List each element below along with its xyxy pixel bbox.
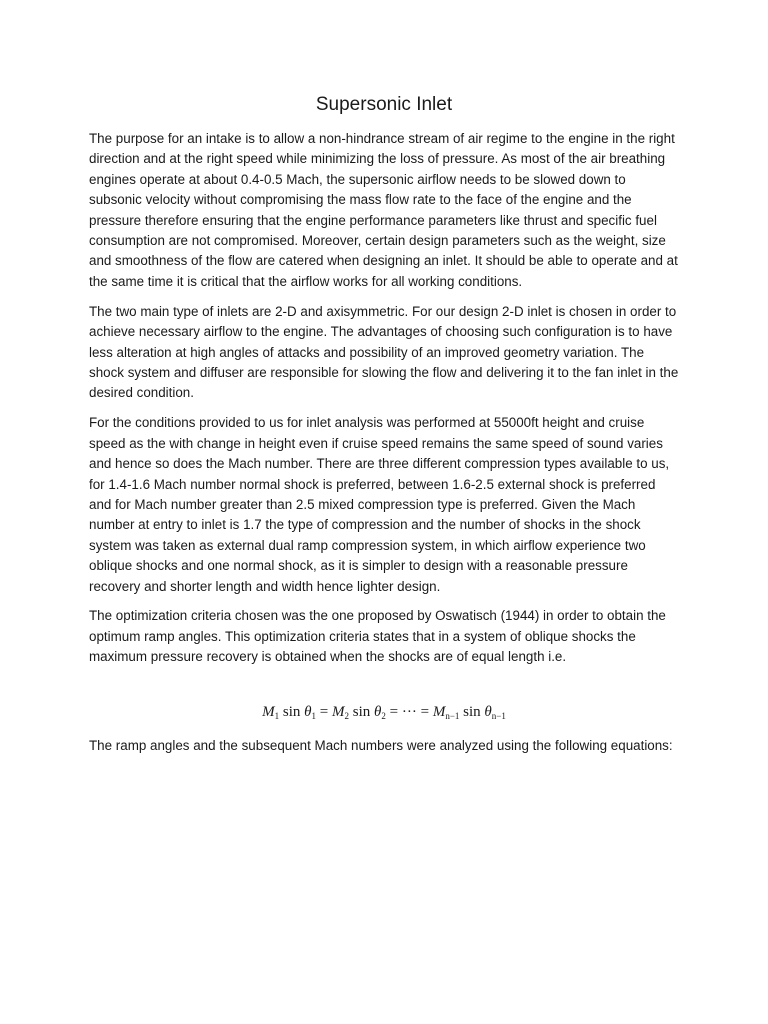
eq-func: sin [463,704,481,720]
eq-ellipsis: ··· [401,704,417,720]
eq-func: sin [352,704,371,720]
eq-var: M [432,704,446,720]
page-title: Supersonic Inlet [315,94,453,115]
document-body [89,129,681,677]
oswatitsch-equation [0,700,768,724]
eq-var: M [331,704,345,720]
eq-sub: 1 [311,711,317,721]
paragraph-conditions: For the conditions provided to us for inlet analysis was performed at 55000ft height and cruise speed as the with change in height even if cruise speed remains the same speed of sound varies and hence so does the Mach number. There are three different compression types available to us, for 1.4-1.6 Mach number normal shock is preferred, between 1.6-2.5 external shock is preferred and for Mach number greater than 2.5 mixed compression type is preferred. Given the Mach number at entry to inlet is 1.7 the type of compression and the number of shocks in the shock system was taken as external dual ramp compression system, in which airflow experience two oblique shocks and one normal shock, as it is simpler to design with a reasonable pressure recovery and shorter length and width hence lighter design. [89,415,670,594]
eq-var: M [262,704,275,720]
paragraph-purpose: The purpose for an intake is to allow a non-hindrance stream of air regime to the engine in the right direction and at the right speed while minimizing the loss of pressure. As most of the air breathing engines operate at about 0.4-0.5 Mach, the supersonic airflow needs to be slowed down to subsonic velocity without compromising the mass flow rate to the face of the engine and the pressure therefore ensuring that the engine performance parameters like thrust and specific fuel consumption are not compromised. Moreover, certain design parameters such as the weight, size and smoothness of the flow are catered when designing an inlet. It should be able to operate and at the same time it is critical that the airflow works for all working conditions. [89,131,678,289]
eq-sub: 1 [274,711,280,721]
eq-operator: = [389,704,399,720]
eq-sub: 2 [381,711,386,721]
eq-sub: n−1 [491,711,506,721]
eq-angle: θ [374,704,382,720]
eq-operator: = [319,704,329,720]
eq-sub: 2 [344,711,349,721]
paragraph-inlet-types: The two main type of inlets are 2-D and axisymmetric. For our design 2-D inlet is chosen in order to achieve necessary airflow to the engine. The advantages of choosing such configuration is to have less alteration at high angles of attacks and possibility of an improved geometry variation. The shock system and diffuser are responsible for slowing the flow and delivering it to the fan inlet in the desired condition. [89,303,679,401]
eq-angle: θ [484,704,492,720]
eq-operator: = [420,704,430,720]
eq-sub: n−1 [445,711,460,721]
eq-angle: θ [304,704,312,720]
paragraph-equations-intro: The ramp angles and the subsequent Mach numbers were analyzed using the following equations: [89,738,673,753]
eq-func: sin [282,704,301,720]
paragraph-optimization: The optimization criteria chosen was the one proposed by Oswatisch (1944) in order to obtain the optimum ramp angles. This optimization criteria states that in a system of oblique shocks the maximum pressure recovery is obtained when the shocks are of equal length i.e. [89,608,666,665]
